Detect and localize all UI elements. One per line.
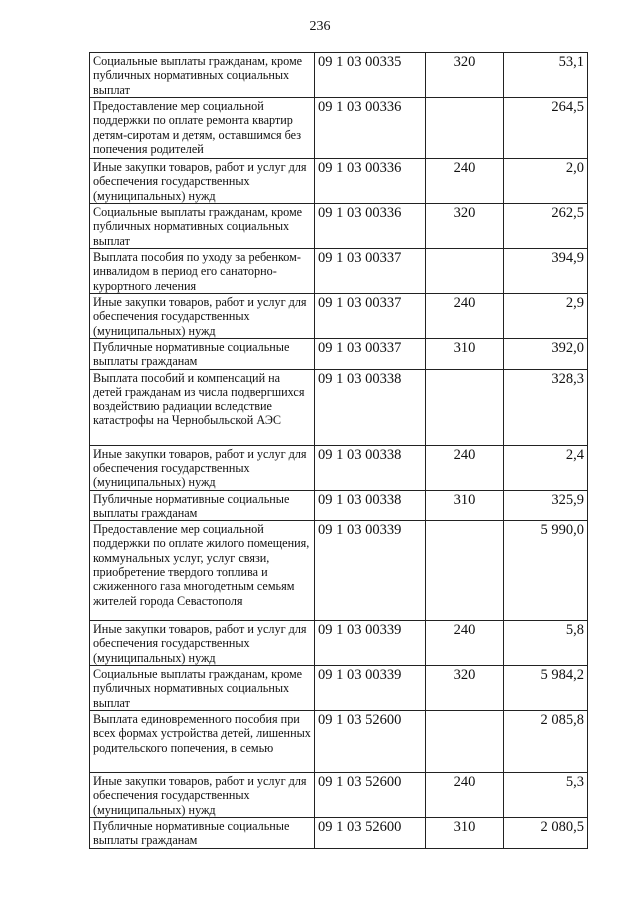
row-expense-type: 240 [426, 621, 504, 666]
table-row [90, 369, 588, 445]
row-amount: 5 990,0 [504, 521, 588, 621]
row-description: Выплата единовременного пособия при всех формах устройства детей, лишенных родительского попечения, в семью [90, 711, 315, 773]
row-code: 09 1 03 52600 [315, 773, 426, 818]
row-expense-type: 320 [426, 53, 504, 98]
row-amount: 2 085,8 [504, 711, 588, 773]
row-description: Иные закупки товаров, работ и услуг для обеспечения государственных (муниципальных) нужд [90, 159, 315, 204]
row-description: Выплата пособия по уходу за ребенком-инвалидом в период его санаторно-курортного лечения [90, 249, 315, 294]
row-description: Социальные выплаты гражданам, кроме публичных нормативных социальных выплат [90, 666, 315, 711]
table-row [90, 490, 588, 521]
row-description: Социальные выплаты гражданам, кроме публичных нормативных социальных выплат [90, 53, 315, 98]
table-row [90, 621, 588, 666]
row-amount: 2,9 [504, 294, 588, 339]
row-description: Иные закупки товаров, работ и услуг для обеспечения государственных (муниципальных) нужд [90, 445, 315, 490]
row-description: Иные закупки товаров, работ и услуг для обеспечения государственных (муниципальных) нужд [90, 773, 315, 818]
row-code: 09 1 03 00337 [315, 249, 426, 294]
table-row [90, 666, 588, 711]
table-row [90, 339, 588, 370]
table-row [90, 818, 588, 849]
table-row [90, 249, 588, 294]
table-row [90, 204, 588, 249]
row-description: Социальные выплаты гражданам, кроме публичных нормативных социальных выплат [90, 204, 315, 249]
row-code: 09 1 03 00338 [315, 445, 426, 490]
row-expense-type [426, 249, 504, 294]
row-amount: 325,9 [504, 490, 588, 521]
page-number: 236 [309, 19, 331, 34]
row-expense-type: 240 [426, 294, 504, 339]
row-expense-type [426, 711, 504, 773]
row-expense-type: 310 [426, 490, 504, 521]
row-description: Публичные нормативные социальные выплаты гражданам [90, 339, 315, 370]
row-amount: 392,0 [504, 339, 588, 370]
row-description: Предоставление мер социальной поддержки по оплате жилого помещения, коммунальных услуг, услуг связи, приобретение твердого топлива и сжиженного газа многодетным семьям жителей города Севастополя [90, 521, 315, 621]
row-amount: 262,5 [504, 204, 588, 249]
row-expense-type: 310 [426, 818, 504, 849]
row-code: 09 1 03 00336 [315, 204, 426, 249]
row-amount: 394,9 [504, 249, 588, 294]
row-expense-type [426, 98, 504, 159]
row-amount: 5,8 [504, 621, 588, 666]
table-row [90, 159, 588, 204]
row-code: 09 1 03 00339 [315, 521, 426, 621]
row-code: 09 1 03 00335 [315, 53, 426, 98]
row-description: Иные закупки товаров, работ и услуг для обеспечения государственных (муниципальных) нужд [90, 621, 315, 666]
row-expense-type [426, 521, 504, 621]
row-code: 09 1 03 00339 [315, 621, 426, 666]
row-expense-type [426, 369, 504, 445]
row-expense-type: 320 [426, 204, 504, 249]
row-description: Публичные нормативные социальные выплаты гражданам [90, 490, 315, 521]
row-amount: 53,1 [504, 53, 588, 98]
row-code: 09 1 03 52600 [315, 818, 426, 849]
table-row [90, 711, 588, 773]
row-expense-type: 310 [426, 339, 504, 370]
table-row [90, 521, 588, 621]
table-row [90, 98, 588, 159]
row-expense-type: 320 [426, 666, 504, 711]
row-amount: 5,3 [504, 773, 588, 818]
row-code: 09 1 03 00337 [315, 294, 426, 339]
row-amount: 328,3 [504, 369, 588, 445]
row-description: Выплата пособий и компенсаций на детей гражданам из числа подвергшихся воздействию радиации вследствие катастрофы на Чернобыльской АЭС [90, 369, 315, 445]
table-row [90, 773, 588, 818]
row-code: 09 1 03 52600 [315, 711, 426, 773]
row-amount: 2,0 [504, 159, 588, 204]
row-amount: 5 984,2 [504, 666, 588, 711]
row-description: Иные закупки товаров, работ и услуг для обеспечения государственных (муниципальных) нужд [90, 294, 315, 339]
table-row [90, 445, 588, 490]
table-row [90, 53, 588, 98]
row-description: Публичные нормативные социальные выплаты гражданам [90, 818, 315, 849]
table-row [90, 294, 588, 339]
row-code: 09 1 03 00336 [315, 98, 426, 159]
row-expense-type: 240 [426, 445, 504, 490]
row-description: Предоставление мер социальной поддержки по оплате ремонта квартир детям-сиротам и детям, оставшимся без попечения родителей [90, 98, 315, 159]
row-expense-type: 240 [426, 159, 504, 204]
row-amount: 2,4 [504, 445, 588, 490]
row-code: 09 1 03 00337 [315, 339, 426, 370]
row-code: 09 1 03 00339 [315, 666, 426, 711]
row-code: 09 1 03 00338 [315, 369, 426, 445]
row-code: 09 1 03 00338 [315, 490, 426, 521]
budget-table [89, 52, 588, 849]
row-expense-type: 240 [426, 773, 504, 818]
row-code: 09 1 03 00336 [315, 159, 426, 204]
row-amount: 2 080,5 [504, 818, 588, 849]
row-amount: 264,5 [504, 98, 588, 159]
